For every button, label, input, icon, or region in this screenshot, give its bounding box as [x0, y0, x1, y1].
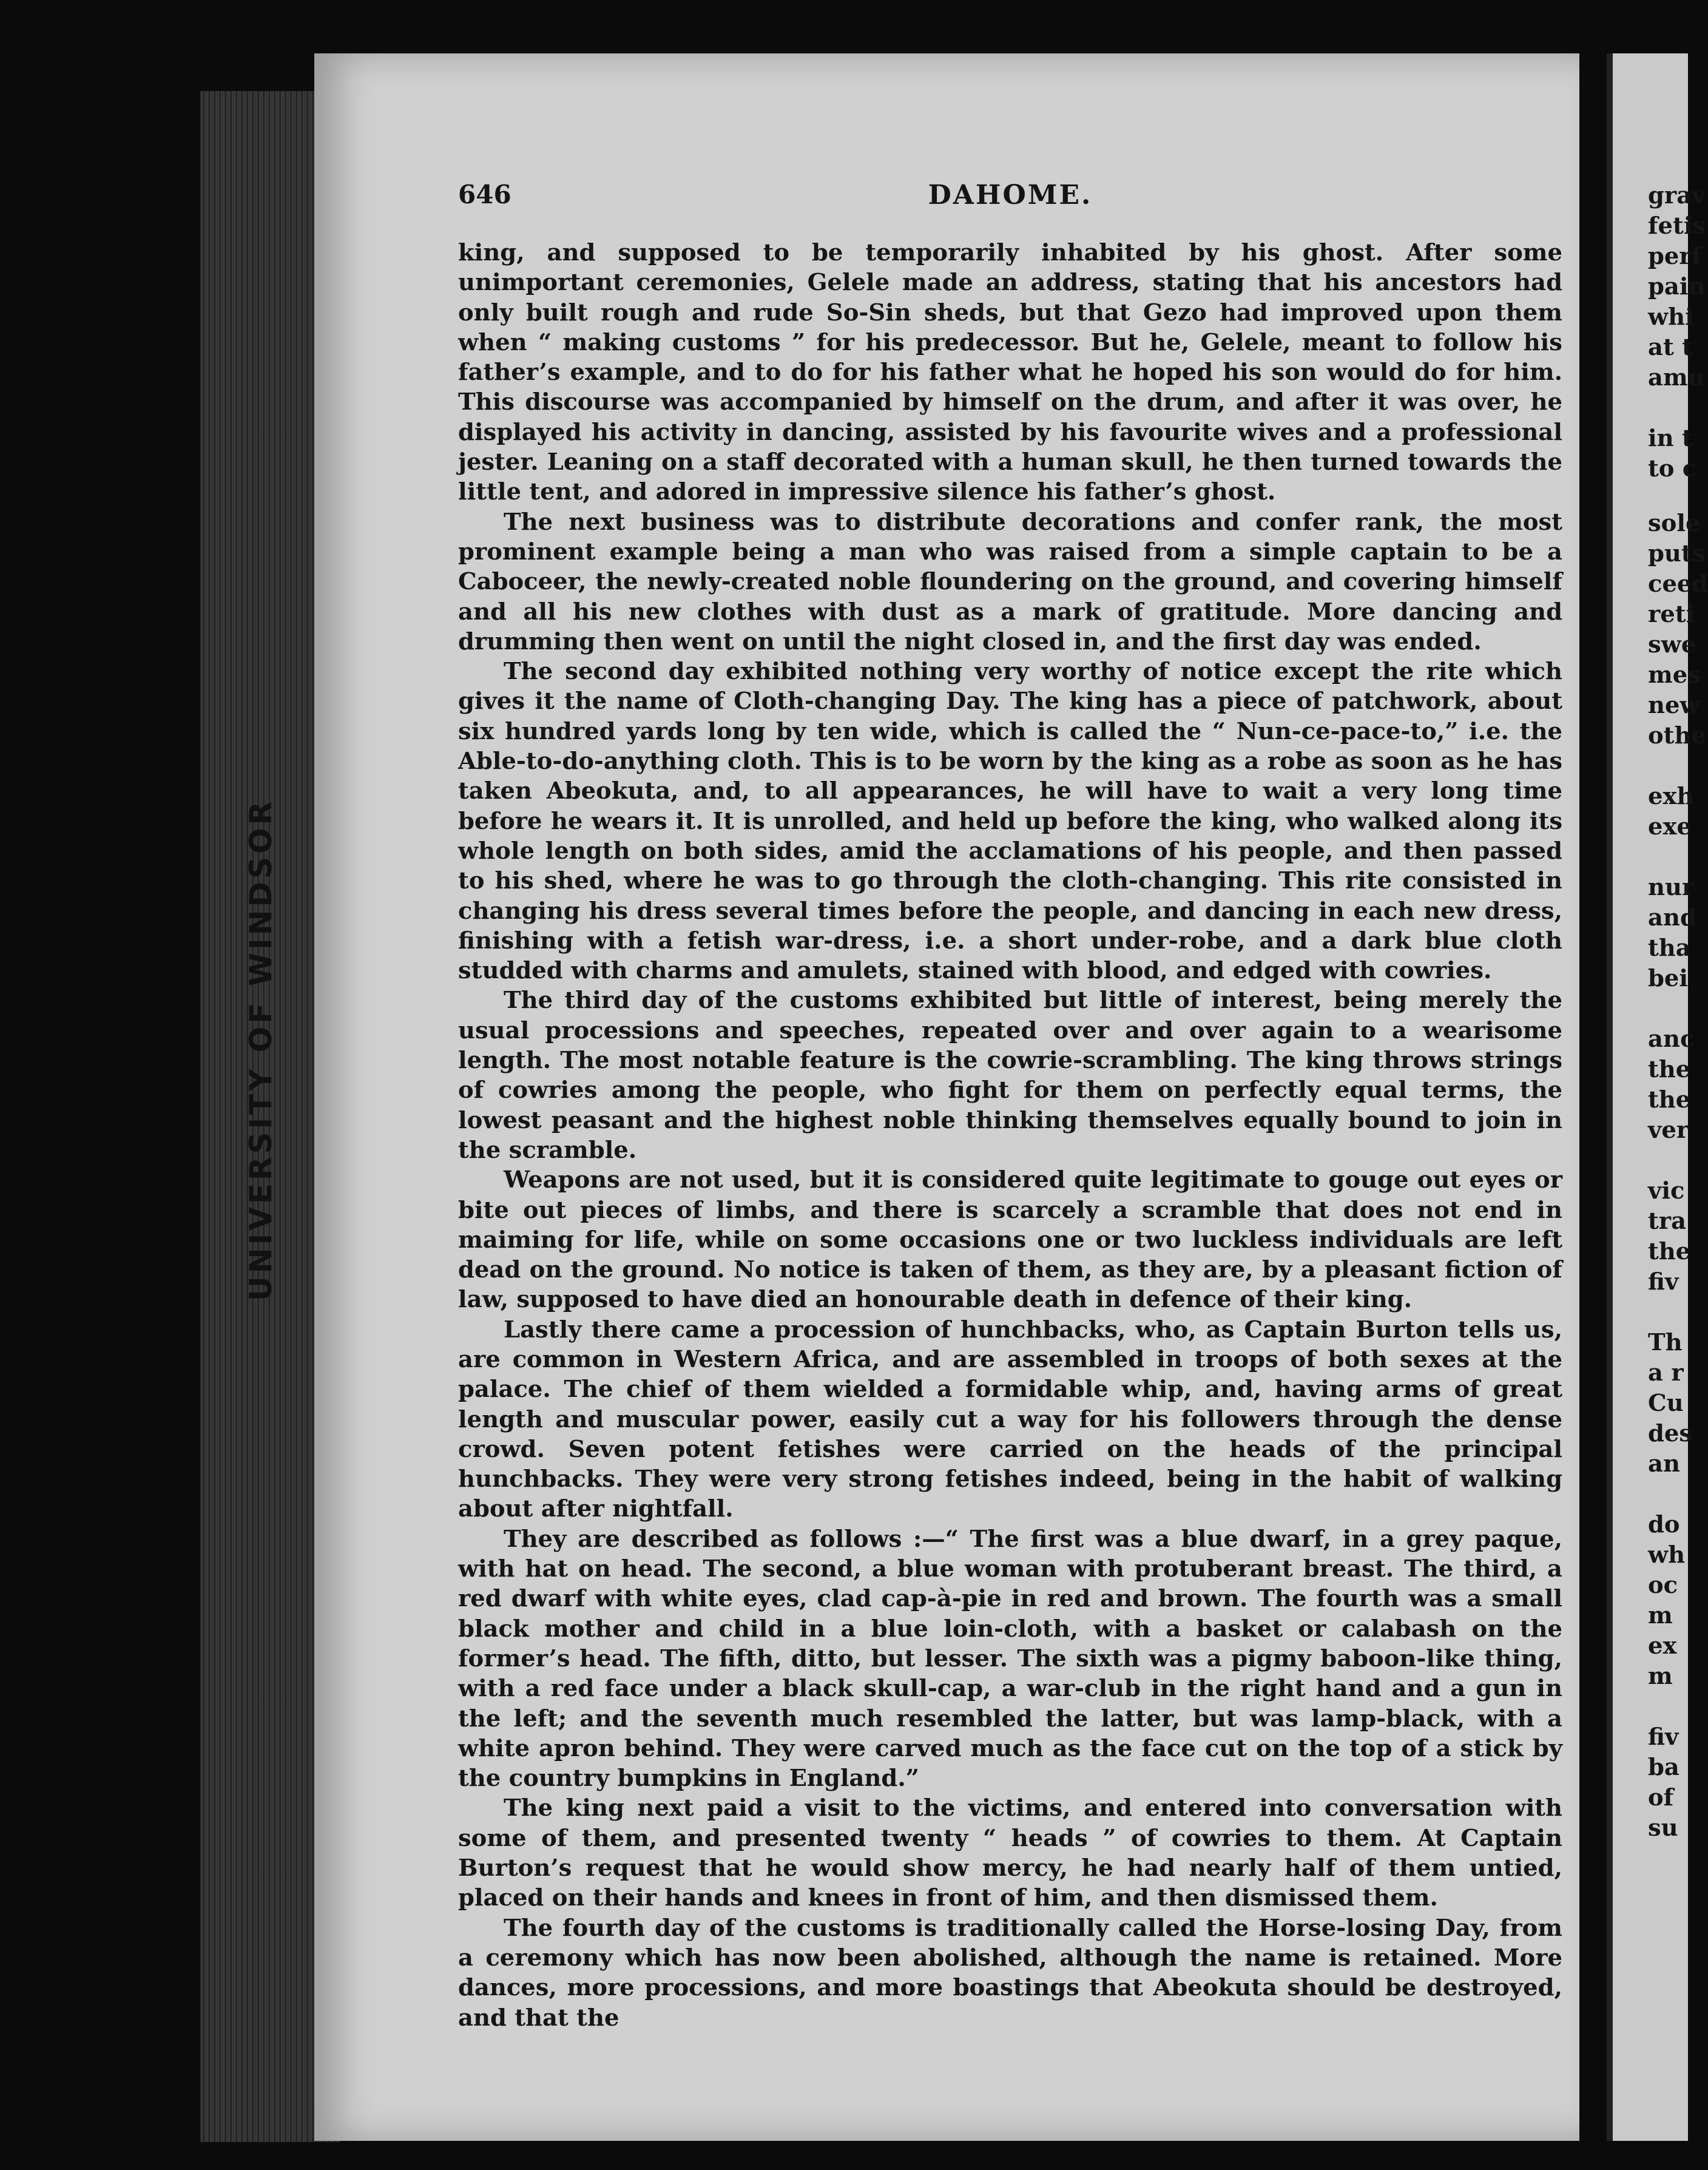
adjacent-page-text: ver — [1648, 1117, 1689, 1144]
adjacent-page-text: exh — [1648, 783, 1694, 810]
adjacent-page-text: the — [1648, 1056, 1691, 1083]
adjacent-page-text: anc — [1648, 1026, 1695, 1053]
adjacent-page-text: to c — [1648, 455, 1697, 482]
adjacent-page-text: bei — [1648, 965, 1689, 992]
adjacent-page-text: grav — [1648, 182, 1706, 209]
adjacent-page-text: vic — [1648, 1177, 1685, 1205]
adjacent-page-text: su — [1648, 1814, 1678, 1842]
adjacent-page-text: puts — [1648, 540, 1706, 567]
spine-label — [231, 777, 291, 1323]
adjacent-page-text: reti — [1648, 601, 1695, 628]
adjacent-page-text: ba — [1648, 1754, 1679, 1781]
adjacent-page-text: m — [1648, 1602, 1673, 1629]
adjacent-page-text: ceed — [1648, 570, 1708, 598]
paragraph: The third day of the customs exhibited but little of interest, being merely the usual processions and speeches, repeated over and over again to a wearisome length. The most notable feature is the cowrie-scrambling. The king throws strings of cowries among the people, who fight for them on perfectly equal terms, the lowest peasant and the highest noble thinking themselves equally bound to join in the scramble. — [458, 987, 1562, 1164]
adjacent-page-text: nur — [1648, 874, 1695, 901]
paragraph: The second day exhibited nothing very worthy of notice except the rite which gives it the name of Cloth-changing Day. The king has a piece of patchwork, about six hundred yards long by ten wide, which is called the “ Nun-ce-pace-to,” i.e. the Able-to-do-anything cloth. This is to be worn by the king as a robe as soon as he has taken Abeokuta, and, to all appearances, he will have to wait a very long time before he wears it. It is unrolled, and held up before the king, who walked along its whole length on both sides, amid the acclamations of his people, and then passed to his shed, where he was to go through the cloth-changing. This rite consisted in changing his dress several times before the people, and dancing in each new dress, finishing with a fetish war-dress, i.e. a short under-robe, and a dark blue cloth studded with charms and amulets, stained with blood, and edged with cowries. — [458, 658, 1562, 985]
body-text — [458, 238, 1562, 2033]
adjacent-page-text: a r — [1648, 1359, 1684, 1387]
paragraph: Lastly there came a procession of hunchbacks, who, as Captain Burton tells us, are common in Western Africa, and are assembled in troops of both sexes at the palace. The chief of them wielded a formidable whip, and, having arms of great length and muscular power, easily cut a way for his followers through the dense crowd. Seven potent fetishes were carried on the heads of the principal hunchbacks. They were very strong fetishes indeed, being in the habit of walking about after nightfall. — [458, 1316, 1562, 1523]
paragraph: The fourth day of the customs is traditionally called the Horse-losing Day, from a ceremony which has now been abolished, although the name is retained. More dances, more processions, and more boastings that Abeokuta should be destroyed, and that the — [458, 1914, 1562, 2032]
adjacent-page-text: des — [1648, 1420, 1693, 1447]
paragraph: Weapons are not used, but it is considered quite legitimate to gouge out eyes or bite out pieces of limbs, and there is scarcely a scramble that does not end in maiming for life, while on some occasions one or two luckless individuals are left dead on the ground. No notice is taken of them, as they are, by a pleasant fiction of law, supposed to have died an honourable death in defence of their king. — [458, 1166, 1562, 1314]
adjacent-page-text: whi — [1648, 303, 1694, 331]
adjacent-page-text: swe — [1648, 631, 1696, 658]
spine-stamp-text: UNIVERSITY OF WINDSOR — [243, 799, 278, 1301]
adjacent-page-text: in t — [1648, 425, 1693, 452]
adjacent-page-text: mes — [1648, 661, 1701, 689]
adjacent-page-text: perf — [1648, 243, 1702, 270]
adjacent-page-text: of — [1648, 1784, 1674, 1811]
paragraph: The next business was to distribute decorations and confer rank, the most prominent example being a man who was raised from a simple captain to be a Caboceer, the newly-created noble floundering on the ground, and covering himself and all his new clothes with dust as a mark of gratitude. More dancing and drumming then went on until the night closed in, and the first day was ended. — [458, 508, 1562, 655]
adjacent-page-text: do — [1648, 1511, 1680, 1538]
page-header — [458, 180, 1562, 216]
adjacent-page-text: ex — [1648, 1632, 1677, 1660]
paragraph: The king next paid a visit to the victims, and entered into conversation with some of them, and presented twenty “ heads ” of cowries to them. At Captain Burton’s request that he would show mercy, he had nearly half of them untied, placed on their hands and knees in front of him, and then dismissed them. — [458, 1794, 1562, 1912]
adjacent-page-text: amu — [1648, 364, 1705, 391]
paragraph: They are described as follows :—“ The first was a blue dwarf, in a grey paque, with hat on head. The second, a blue woman with protuberant breast. The third, a red dwarf with white eyes, clad cap-à-pie in red and brown. The fourth was a small black mother and child in a blue loin-cloth, with a basket or calabash on the former’s head. The fifth, ditto, but lesser. The sixth was a pigmy baboon-like thing, with a red face under a black skull-cap, a war-club in the right hand and a gun in the left; and the seventh much resembled the latter, but was lamp-black, with a white apron behind. They were carved much as the face cut on the top of a stick by the country bumpkins in England.” — [458, 1525, 1562, 1793]
adjacent-page-text: othe — [1648, 722, 1706, 749]
page-number: 646 — [458, 180, 511, 209]
adjacent-page-text: tra — [1648, 1208, 1687, 1235]
adjacent-page-text: tha — [1648, 935, 1691, 962]
adjacent-page-text: exe — [1648, 813, 1692, 840]
adjacent-page-text: m — [1648, 1663, 1673, 1690]
adjacent-page-text: the — [1648, 1238, 1691, 1265]
adjacent-page-text: an — [1648, 1450, 1680, 1478]
adjacent-page-text: Th — [1648, 1329, 1683, 1356]
adjacent-page-text: Cu — [1648, 1390, 1684, 1417]
adjacent-page-text: the — [1648, 1086, 1691, 1114]
adjacent-page-text: and — [1648, 904, 1696, 931]
running-head-title: DAHOME. — [928, 180, 1093, 211]
adjacent-page-text: fetis — [1648, 212, 1706, 240]
adjacent-page-text: fiv — [1648, 1723, 1679, 1751]
adjacent-page-text: oc — [1648, 1572, 1678, 1599]
adjacent-page-text: sole — [1648, 510, 1701, 537]
adjacent-page-text: pain — [1648, 273, 1706, 300]
adjacent-page-text: at t — [1648, 334, 1693, 361]
paragraph: king, and supposed to be temporarily inhabited by his ghost. After some unimportant ceremonies, Gelele made an address, stating that his ancestors had only built rough and rude So-Sin sheds, but that Gezo had improved upon them when “ making customs ” for his predecessor. But he, Gelele, meant to follow his father’s example, and to do for his father what he hoped his son would do for him. This discourse was accompanied by himself on the drum, and after it was over, he displayed his activity in dancing, assisted by his favourite wives and a professional jester. Leaning on a staff decorated with a human skull, he then turned towards the little tent, and adored in impressive silence his father’s ghost. — [458, 239, 1562, 506]
adjacent-page-text: new — [1648, 692, 1700, 719]
adjacent-page-text: wh — [1648, 1541, 1686, 1569]
adjacent-page-fragment — [1607, 53, 1708, 2141]
adjacent-page-text: fiv — [1648, 1268, 1679, 1296]
